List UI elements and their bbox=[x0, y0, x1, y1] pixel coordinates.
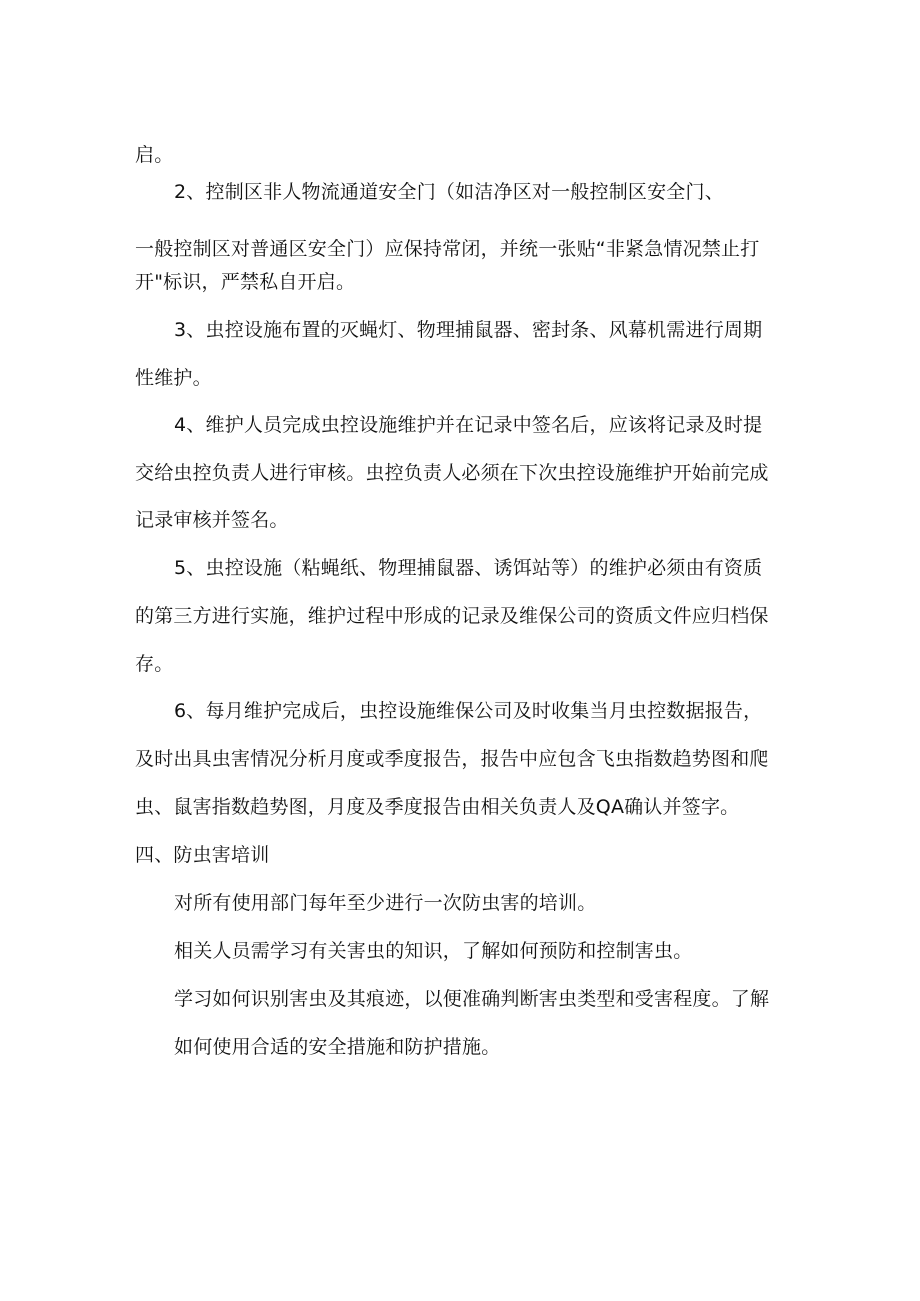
text-line-item-5-cont: 的第三方进行实施，维护过程中形成的记录及维保公司的资质文件应归档保 bbox=[135, 605, 769, 627]
text-line-item-6-cont: 虫、鼠害指数趋势图，月度及季度报告由相关负责人及QA确认并签字。 bbox=[135, 796, 740, 818]
text-line-item-3-cont: 性维护。 bbox=[135, 367, 212, 389]
text-line-training-3: 学习如何识别害虫及其痕迹，以便准确判断害虫类型和受害程度。了解 bbox=[174, 988, 770, 1010]
text-line-training-2: 相关人员需学习有关害虫的知识，了解如何预防和控制害虫。 bbox=[174, 940, 693, 962]
text-line-item-4: 4、维护人员完成虫控设施维护并在记录中签名后，应该将记录及时提 bbox=[174, 414, 763, 436]
text-line-item-3: 3、虫控设施布置的灭蝇灯、物理捕鼠器、密封条、风幕机需进行周期 bbox=[174, 319, 763, 341]
text-line-item-5: 5、虫控设施（粘蝇纸、物理捕鼠器、诱饵站等）的维护必须由有资质 bbox=[174, 557, 763, 579]
text-line-continuation: 启。 bbox=[135, 144, 174, 166]
text-line-training-3-cont: 如何使用合适的安全措施和防护措施。 bbox=[174, 1036, 501, 1058]
text-line-item-2-cont: 开"标识，严禁私自开启。 bbox=[135, 271, 356, 293]
text-line-item-4-cont: 记录审核并签名。 bbox=[135, 509, 289, 531]
text-line-item-6: 6、每月维护完成后，虫控设施维保公司及时收集当月虫控数据报告， bbox=[174, 700, 763, 722]
text-line-item-2-cont: 一般控制区对普通区安全门）应保持常闭，并统一张贴“非紧急情况禁止打 bbox=[135, 238, 760, 260]
section-heading: 四、防虫害培训 bbox=[135, 844, 270, 866]
text-line-item-2: 2、控制区非人物流通道安全门（如洁净区对一般控制区安全门、 bbox=[174, 181, 724, 203]
text-line-training-1: 对所有使用部门每年至少进行一次防虫害的培训。 bbox=[174, 892, 597, 914]
text-line-item-5-cont: 存。 bbox=[135, 653, 174, 675]
text-line-item-4-cont: 交给虫控负责人进行审核。虫控负责人必须在下次虫控设施维护开始前完成 bbox=[135, 462, 769, 484]
text-line-item-6-cont: 及时出具虫害情况分析月度或季度报告，报告中应包含飞虫指数趋势图和爬 bbox=[135, 748, 769, 770]
